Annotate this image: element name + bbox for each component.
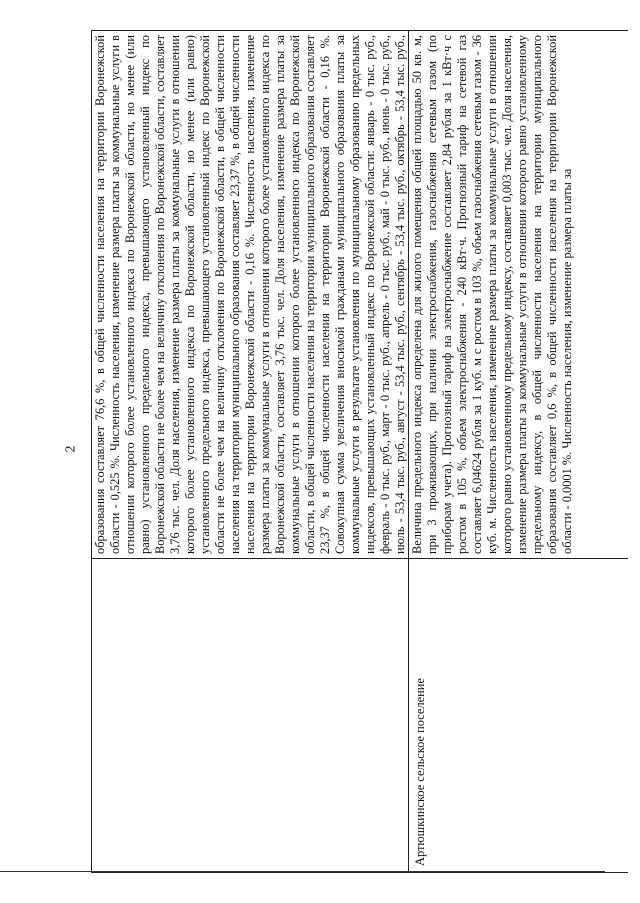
municipality-cell: Артюшкинское сельское поселение bbox=[409, 558, 628, 872]
table-row bbox=[91, 30, 409, 873]
table-row bbox=[409, 30, 628, 873]
municipality-cell bbox=[92, 558, 408, 872]
description-cell: Величина предельного индекса определена для жилого помещения общей площадью 50 кв. м, при 3 проживающих, при наличии электроснабжения, газоснабжения сетевым газом (по приборам учета). Прогнозный тариф на электроснабжение составляет 2,84 рубля за 1 кВт·ч с ростом в 105 %, объем электроснабжения - 240 кВт·ч. Прогнозный тариф на сетевой газ составляет 6,04624 рубля за 1 куб. м с ростом в 103 %, объем газоснабжения сетевым газом - 36 куб. м. Численность населения, изменение размера платы за коммунальные услуги в отношении которого равно установленному предельному индексу, составляет 0,003 тыс. чел. Доля населения, изменение размера платы за коммунальные услуги в отношении которого равно установленному предельному индексу, в общей численности населения на территории муниципального образования составляет 0,6 %, в общей численности населения на территории Воронежской области - 0,0001 %. Численность населения, изменение размера платы за bbox=[410, 35, 574, 554]
description-cell: образования составляет 76,6 %, в общей численности населения на территории Воронежской области - 0,525 %. Численность населения, изменение размера платы за коммунальные услуги в отношении которого более установленного индекса по Воронежской области, но менее (или равно) установленного предельного индекса, превышающего установленный индекс по Воронежской области не более чем на величину отклонения по Воронежской области, составляет 3,76 тыс. чел. Доля населения, изменение размера платы за коммунальные услуги в отношении которого более установленного индекса по Воронежской области, но менее (или равно) установленного предельного индекса, превышающего установленный индекс по Воронежской области не более чем на величину отклонения по Воронежской области, в общей численности населения на территории муниципального образования составляет 23,37 %, в общей численности населения на территории Воронежской области - 0,16 %. Численность населения, изменение размера платы за коммунальные услуги в отношении которого более установленного индекса по Воронежской области, составляет 3,76 тыс. чел. Доля населения, изменение размера платы за коммунальные услуги в отношении которого более установленного индекса по Воронежской области, в общей численности населения на территории муниципального образования составляет 23,37 %, в общей численности населения на территории Воронежской области - 0,16 %. Совокупная сумма увеличения вносимой гражданами муниципального образования платы за коммунальные услуги в результате установления по муниципальному образованию предельных индексов, превышающих установленный индекс по Воронежской области: январь - 0 тыс. руб., февраль - 0 тыс. руб., март - 0 тыс. руб., апрель - 0 тыс. руб., май - 0 тыс. руб., июнь - 0 тыс. руб., июль - 53,4 тыс. руб., август - 53,4 тыс. руб., сентябрь - 53,4 тыс. руб., октябрь - 53,4 тыс. руб., bbox=[93, 35, 407, 554]
scan-edge-line bbox=[0, 871, 605, 872]
page-number-text: 2 bbox=[63, 445, 78, 453]
rotated-table bbox=[91, 30, 628, 873]
page-number bbox=[60, 438, 82, 460]
